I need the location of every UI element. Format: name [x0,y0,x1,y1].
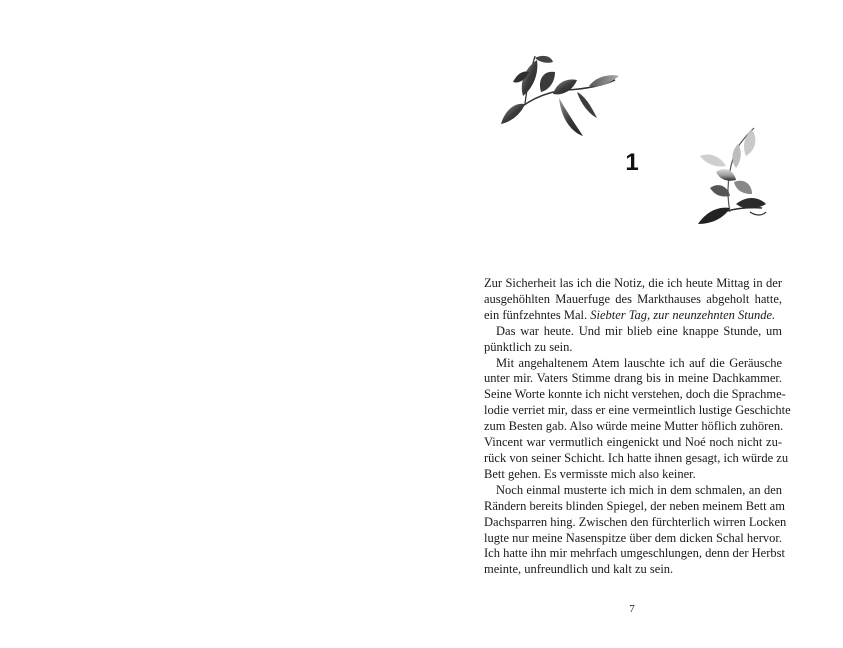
paragraph [484,324,782,356]
text-line [484,292,782,308]
text-line [484,356,782,372]
text-line [484,514,787,531]
text-segment: Noch einmal musterte ich mich in dem schmalen, an den [496,482,782,497]
text-segment: Ich hatte ihn mir mehrfach umgeschlungen, denn der Herbst [484,546,785,561]
text-line [484,498,785,515]
text-segment: Zur Sicherheit las ich die Notiz, die ich heute Mittag in der [484,276,782,290]
text-segment: Bett gehen. Es vermisste mich also keiner. [484,466,696,481]
text-line [484,403,791,419]
leaf-branch-icon [497,52,621,140]
text-line [484,324,782,340]
text-segment: ausgehöhlten Mauerfuge des Markthauses abgeholt hatte, [484,291,782,306]
paragraph [484,482,787,578]
text-line [484,419,782,435]
text-line [484,531,782,547]
text-line [484,450,789,467]
text-segment: zum Besten gab. Also würde meine Mutter höflich zuhören. [484,419,784,434]
italic-text: Siebter Tag, zur neunzehnten Stunde. [590,307,776,322]
text-line [484,546,785,562]
left-page-blank [0,0,421,648]
text-line [484,308,782,324]
text-segment: meinte, unfreundlich und kalt zu sein. [484,562,674,577]
text-segment: Das war heute. Und mir blieb eine knappe Stunde, um [496,323,782,338]
text-segment: lugte nur meine Nasenspitze über dem dicken Schal hervor. [484,530,782,545]
text-line [484,483,782,499]
text-segment: lodie verriet mir, dass er eine vermeintlich lustige Geschichte [484,403,791,418]
chapter-number: 1 [625,149,639,176]
text-line [484,276,782,292]
text-segment: Dachsparren hing. Zwischen den fürchterlich wirren Locken [484,514,787,529]
paragraph [484,276,782,324]
leaf-sprig-icon [696,126,768,226]
text-segment: Vincent war vermutlich eingenickt und Noé noch nicht zu- [484,435,782,450]
text-line [484,467,782,483]
paragraph [484,355,791,483]
text-segment: rück von seiner Schicht. Ich hatte ihnen gesagt, ich würde zu [484,450,789,465]
text-segment: pünktlich zu sein. [484,339,573,354]
text-segment: ein fünfzehntes Mal. [484,307,591,322]
text-segment: Seine Worte konnte ich nicht verstehen, doch die Sprachme- [484,387,786,402]
text-line [484,435,782,451]
chapter-body-text [484,276,791,578]
text-segment: Mit angehaltenem Atem lauschte ich auf die Geräusche [496,355,782,370]
text-segment: unter mir. Vaters Stimme drang bis in meine Dachkammer. [484,371,782,386]
text-line [484,387,786,403]
page-number: 7 [629,603,635,615]
text-segment: Rändern bereits blinden Spiegel, der neben meinem Bett am [484,498,785,513]
text-line [484,562,782,578]
text-line [484,340,782,356]
text-line [484,371,782,387]
